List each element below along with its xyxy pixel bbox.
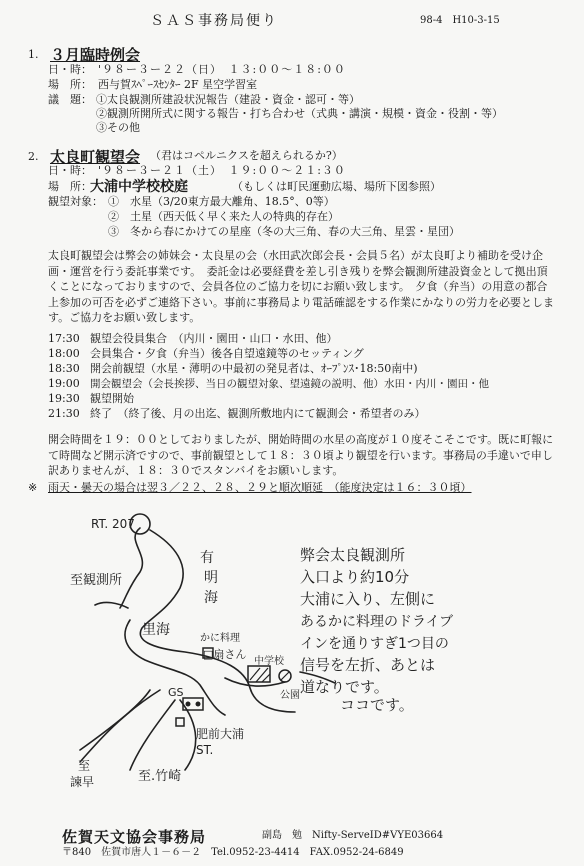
- schedule-time: 18:30: [48, 362, 80, 375]
- section1-date-label: 日・時：: [48, 63, 92, 76]
- railway: [80, 690, 150, 750]
- section1-number: 1.: [28, 48, 39, 61]
- section1-title: ３月臨時例会: [50, 46, 141, 64]
- station-label: 肥前大浦: [196, 727, 245, 741]
- section2-objects-label: 観望対象：: [48, 195, 103, 208]
- schedule-time: 19:00: [48, 377, 80, 390]
- directions-line: 入口より約10分: [300, 568, 410, 586]
- park-label: 公園: [280, 690, 300, 701]
- footer-person: 副島 勉 Nifty-ServeID#VYE03664: [262, 830, 444, 841]
- schedule-time: 18:00: [48, 347, 80, 360]
- road-to-isahaya: [80, 690, 160, 762]
- to-takezaki-label: 至.竹崎: [138, 769, 182, 784]
- road-south: [130, 700, 175, 770]
- access-map: [0, 500, 584, 820]
- rain-note: 雨天・曇天の場合は翌３／２２、２８、２９と順次順延 （能度決定は１６：３０頃）: [48, 481, 472, 494]
- road-rt207: [120, 528, 142, 608]
- ariake-sea-label: 海: [204, 590, 218, 606]
- ariake-sea-label: 有: [200, 550, 214, 566]
- directions-line: 大浦に入り、左側に: [300, 590, 436, 608]
- school-label: 中学校: [254, 656, 284, 667]
- section2-subtitle: （君はコペルニクスを超えられるか?）: [150, 149, 343, 162]
- route-label: RT. 207: [91, 517, 135, 531]
- section2-place-note: （もしくは町民運動広場、場所下図参照）: [232, 180, 441, 193]
- to-isahaya-label: 諫早: [70, 775, 95, 789]
- schedule-time: 21:30: [48, 407, 80, 420]
- section2-title: 太良町観望会: [50, 148, 141, 166]
- station-label: ST.: [196, 743, 214, 757]
- satoumi-label: 里海: [142, 622, 170, 638]
- observation-object-1: ① 水星（3/20東方最大離角、18.5°、0等）: [108, 195, 335, 208]
- schedule-text: 観望会役員集合 （内川・園田・山口・水田、他）: [90, 332, 338, 345]
- schedule-text: 終了 （終了後、月の出迄、観測所敷地内にて観測会・希望者のみ）: [90, 407, 426, 420]
- agenda-item-3: ③その他: [96, 121, 140, 134]
- restaurant-label: □扇さん: [203, 648, 247, 661]
- document-id: 98-4 H10-3-15: [420, 15, 500, 26]
- observation-object-3: ③ 冬から春にかけての星座（冬の大三角、春の大三角、星雲・星団）: [108, 225, 460, 238]
- schedule-text: 観望開始: [90, 392, 134, 405]
- agenda-item-2: ②観測所開所式に関する報告・打ち合わせ（式典・講演・規模・資金・役割・等）: [96, 107, 503, 120]
- document-title: ＳＡＳ事務局便り: [150, 13, 278, 29]
- directions-line: 信号を左折、あとは: [300, 656, 436, 674]
- section2-note: 開会時間を１９：００としておりましたが、開始時間の水星の高度が１０度そこそこです。既に町報にて時間など開示済ですので、事前観望として１８：３０頃より観望を行います。事務局の手違いで申し訳ありませんが、１８：３０でスタンバイをお願いします。: [48, 433, 554, 477]
- section2-place: 大浦中学校校庭: [90, 179, 188, 195]
- directions-line: 道なりです。: [300, 678, 389, 696]
- section1-date: '９８ー３ー２２（日） １３:００～１８:００: [98, 63, 346, 76]
- section2-date: '９８ー３ー２１（土） １９:００～２１:３０: [98, 164, 346, 177]
- agenda-item-1: ①太良観測所建設状況報告（建設・資金・認可・等）: [96, 93, 360, 106]
- ariake-sea-label: 明: [204, 570, 218, 586]
- rain-mark: ※: [28, 481, 38, 494]
- schedule-text: 開会前観望（水星・薄明の中最初の発見者は、ｵｰﾌﾟﾝｽ･18:50南中): [90, 362, 418, 375]
- schedule-text: 会員集合・夕食（弁当）後各自望遠鏡等のセッティング: [90, 347, 364, 360]
- directions-line: あるかに料理のドライブ: [300, 614, 454, 630]
- station-marker: [176, 718, 184, 726]
- to-observatory-label: 至観測所: [70, 573, 123, 588]
- directions-line: 弊会太良観測所: [300, 546, 406, 564]
- schedule-time: 19:30: [48, 392, 80, 405]
- schedule-text: 開会観望会（会長挨拶、当日の観望対象、望遠鏡の説明、他）水田・内川・園田・他: [90, 378, 489, 390]
- section1-place-label: 場 所：: [48, 78, 92, 91]
- gs-label: GS: [168, 686, 184, 699]
- section2-date-label: 日・時：: [48, 164, 92, 177]
- section2-place-label: 場 所：: [48, 180, 92, 193]
- section1-agenda-label: 議 題：: [48, 93, 92, 106]
- section2-paragraph: 太良町観望会は弊会の姉妹会・太良星の会（水田武次郎会長・会員５名）が太良町より補助を受け企画・運営を行う委託事業です。 委託金は必要経費を差し引き残りを弊会観測所建設資金として拠出頂くことになっておりますので、会員各位のご協力を切にお願い致します。 夕食（弁当）の用意の都合上参加の可否を必ずご連絡下さい。事前に事務局より電話確認をする作業にかなりの労力を必要とします。ご協力をお願い致します。: [48, 249, 554, 324]
- to-isahaya-label: 至: [78, 759, 91, 773]
- directions-line: インを通りすぎ1つ目の: [300, 636, 449, 652]
- here-label: ココです。: [340, 696, 414, 714]
- footer-address: 〒840 佐賀市唐人１－６－２ Tel.0952-23-4414 FAX.0952-24-6849: [62, 847, 404, 858]
- schedule-time: 17:30: [48, 332, 80, 345]
- footer-org: 佐賀天文協会事務局: [62, 828, 207, 846]
- restaurant-label: かに料理: [200, 633, 240, 644]
- observation-object-2: ② 土星（西天低く早く来た人の特典的存在）: [108, 210, 339, 223]
- section2-number: 2.: [28, 150, 39, 163]
- section1-place: 西与賀ｽﾍﾟｰｽｾﾝﾀｰ 2F 星空学習室: [98, 78, 258, 91]
